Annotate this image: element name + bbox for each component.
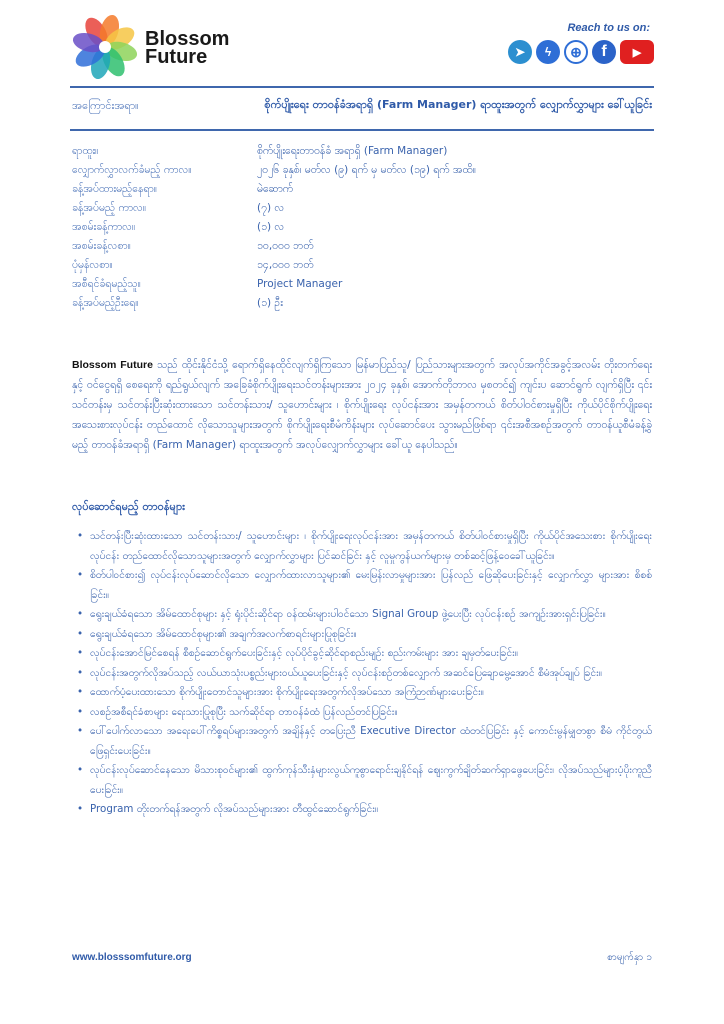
info-value: ၁၄,၀၀၀ ဘတ် [257, 259, 314, 271]
duty-item: • လစဉ်အစီရင်ခံစာများ ရေးသားပြုစုပြီး သက်ဆိုင်ရာ တာဝန်ခံထံ ပြန်လည်တင်ပြခြင်း။ [72, 703, 652, 723]
duty-item: • လုပ်ငန်းအတွက်လိုအပ်သည့် လယ်ယာသုံးပစ္စည်းများဝယ်ယူပေးခြင်းနှင့် လုပ်ငန်းစဉ်တစ်လျှောက် အဆင်ပြေချောမွေ့အောင် စီမံအုပ်ချုပ် ခြင်း။ [72, 664, 652, 684]
info-value: (၇) လ [257, 202, 285, 214]
info-key: အစမ်းခန့်လစာ။ [72, 240, 131, 252]
duty-item: • လုပ်ငန်းလုပ်ဆောင်နေသော မိသားစုဝင်များ၏ ထွက်ကုန်သီးနှံများလွယ်ကူစွာရောင်းချနိုင်ရန် ဈေးကွက်ချိတ်ဆက်ရှာဖွေပေးခြင်း၊ လိုအပ်သည်များပံ့ပိုးကူညီပေးခြင်း။ [72, 761, 652, 800]
duty-item: • စိတ်ပါဝင်စား၍ လုပ်ငန်းလုပ်ဆောင်လိုသော လျှောက်ထားလာသူများ၏ မေးမြန်းလာမှုများအား ပြန်လည် ဖြေဆိုပေးခြင်းနှင့် လျှောက်လွှာ များအား စိစစ်ခြင်း။ [72, 566, 652, 605]
info-key: ခန့်အပ်ထားမည့်နေရာ။ [72, 183, 157, 195]
social-links [508, 40, 654, 64]
brand-name [145, 30, 229, 66]
brand-line-2: Future [145, 46, 208, 68]
info-value: Project Manager [257, 278, 343, 290]
info-value: မဲဆောက် [257, 183, 294, 195]
info-row [72, 256, 652, 275]
info-key: အစမ်းခန့်ကာလ။ [72, 221, 136, 233]
info-value: စိုက်ပျိုးရေးတာဝန်ခံ အရာရှိ (Farm Manager) [257, 145, 448, 157]
info-value: (၁) လ [257, 221, 285, 233]
duties-heading: လုပ်ဆောင်ရမည့် တာဝန်များ [72, 500, 185, 513]
info-key: ခန့်အပ်မည့်ဦးရေ။ [72, 297, 139, 309]
info-value: (၁) ဦး [257, 297, 283, 309]
website-icon[interactable]: ⊕ [564, 40, 588, 64]
intro-paragraph [72, 355, 652, 455]
job-info-table [72, 142, 652, 313]
duty-item: • သင်တန်းပြီးဆုံးထားသော သင်တန်းသား/ သူဟောင်းများ ၊ စိုက်ပျိုးရေးလုပ်ငန်းအား အမှန်တကယ် စိတ်ပါဝင်စားမှုရှိပြီး ကိုယ်ပိုင်အသေးစား စိုက်ပျိုးရေးလုပ်ငန်း တည်ထောင်လိုသောသူများအတွက် လျှောက်လွှာများ ပြင်ဆင်ခြင်း နှင့် လူမှုကွန်ယက်များမှ တစ်ဆင့်ဖြန့်ဝေခေါ်ယူခြင်း။ [72, 527, 652, 566]
telegram-icon[interactable]: ➤ [508, 40, 532, 64]
duty-item: • လုပ်ငန်းအောင်မြင်စေရန် စီစဉ်ဆောင်ရွက်ပေးခြင်းနှင့် လုပ်ပိုင်ခွင့်ဆိုင်ရာစည်းမျဉ်း စည်းကမ်းများ အား ချမှတ်ပေးခြင်း။ [72, 644, 652, 664]
info-key: အစီရင်ခံရမည့်သူ။ [72, 278, 141, 290]
youtube-icon[interactable]: ▶ [620, 40, 654, 64]
info-row [72, 180, 652, 199]
info-value: ၁၀,၀၀၀ ဘတ် [257, 240, 314, 252]
info-row [72, 294, 652, 313]
messenger-icon[interactable]: ϟ [536, 40, 560, 64]
info-row [72, 237, 652, 256]
info-row [72, 142, 652, 161]
subject-label: အကြောင်းအရာ။ [72, 99, 139, 112]
duty-item: • ရွေးချယ်ခံရသော အိမ်ထောင်စုများ နှင့် ရုံးပိုင်းဆိုင်ရာ ဝန်ထမ်းများပါဝင်သော Signal Group ဖွဲ့ပေးပြီး လုပ်ငန်းစဉ် အကျဉ်းအားရှင်းပြခြင်း။ [72, 605, 652, 625]
duty-item: • ရွေးချယ်ခံရသော အိမ်ထောင်စုများ၏ အချက်အလက်စာရင်းများပြုစုခြင်း။ [72, 625, 652, 645]
footer-website-link[interactable]: www.blosssomfuture.org [72, 952, 192, 963]
intro-text: သည် ထိုင်းနိုင်ငံသို့ ရောက်ရှိနေထိုင်လျက်ရှိကြသော မြန်မာပြည်သူ/ ပြည်သားများအတွက် အလုပ်အကိုင်အခွင့်အလမ်း တိုးတက်ရေးနှင့် ဝင်ငွေရရှိ စေရေးကို ရည်ရွယ်လျက် အခြေခံစိုက်ပျိုးရေးသင်တန်းများအား ၂၀၂၄ ခုနှစ်၊ အောက်တိုဘာလ မှစတင်၍ ကျင်းပ ဆောင်ရွက် လျက်ရှိပြီး ၎င်းသင်တန်းမှ သင်တန်းပြီးဆုံးထားသော သင်တန်းသား/ သူဟောင်းများ ၊ စိုက်ပျိုးရေး လုပ်ငန်းအား အမှန်တကယ် စိတ်ပါဝင်စားမှုရှိပြီး ကိုယ်ပိုင်စိုက်ပျိုးရေး အသေးစားလုပ်ငန်း တည်ထောင် လိုသောသူများအတွက် စိုက်ပျိုးရေးစီမံကိန်းများ လုပ်ဆောင်ပေး သွားမည်ဖြစ်ရာ ၎င်းအစီအစဉ်အတွက် တာဝန်ယူစီမံခန့်ခွဲမည့် တာဝန်ခံအရာရှိ (Farm Manager) ရာထူးအတွက် အလုပ်လျှောက်လွှာများ ခေါ်ယူ နေပါသည်။ [72, 359, 652, 451]
duty-item: • ပေါ်ပေါက်လာသော အရေးပေါ်ကိစ္စရပ်များအတွက် အချိန်နှင့် တပြေးညီ Executive Director ထံတင်ပြခြင်း နှင့် ကောင်းမွန်မျှတစွာ စီမံ ကိုင်တွယ်ဖြေရှင်းပေးခြင်း။ [72, 722, 652, 761]
subject-title: စိုက်ပျိုးရေး တာဝန်ခံအရာရှိ (Farm Manager) ရာထူးအတွက် လျှောက်လွှာများ ခေါ်ယူခြင်း [264, 98, 652, 111]
duties-list [72, 527, 652, 820]
info-row [72, 218, 652, 237]
brand-line-1: Blossom [145, 28, 230, 50]
info-row [72, 275, 652, 294]
info-key: ပုံမှန်လစာ။ [72, 259, 113, 271]
info-key: ခန့်အပ်မည့် ကာလ။ [72, 202, 147, 214]
duty-item: • ထောက်ပံ့ပေးထားသော စိုက်ပျိုးတောင်သူများအား စိုက်ပျိုးရေးအတွက်လိုအပ်သော အကြံဉာဏ်များပေးခြင်း။ [72, 683, 652, 703]
letterhead [70, 10, 654, 82]
info-value: ၂၀၂၆ ခုနှစ်၊ မတ်လ (၉) ရက် မှ မတ်လ (၁၉) ရက် အထိ။ [257, 164, 476, 176]
info-row [72, 199, 652, 218]
blossom-logo-icon [70, 12, 140, 82]
info-key: လျှောက်လွှာလက်ခံမည့် ကာလ။ [72, 164, 192, 176]
divider-bottom [70, 129, 654, 131]
divider-top [70, 86, 654, 88]
info-row [72, 161, 652, 180]
info-key: ရာထူး။ [72, 145, 99, 157]
intro-org-name: Blossom Future [72, 359, 153, 371]
duty-item: • Program တိုးတက်ရန်အတွက် လိုအပ်သည်များအား တီထွင်ဆောင်ရွက်ခြင်း။ [72, 800, 652, 820]
reach-label: Reach to us on: [567, 22, 650, 34]
facebook-icon[interactable]: f [592, 40, 616, 64]
page-number: စာမျက်နှာ ၁ [607, 952, 652, 963]
